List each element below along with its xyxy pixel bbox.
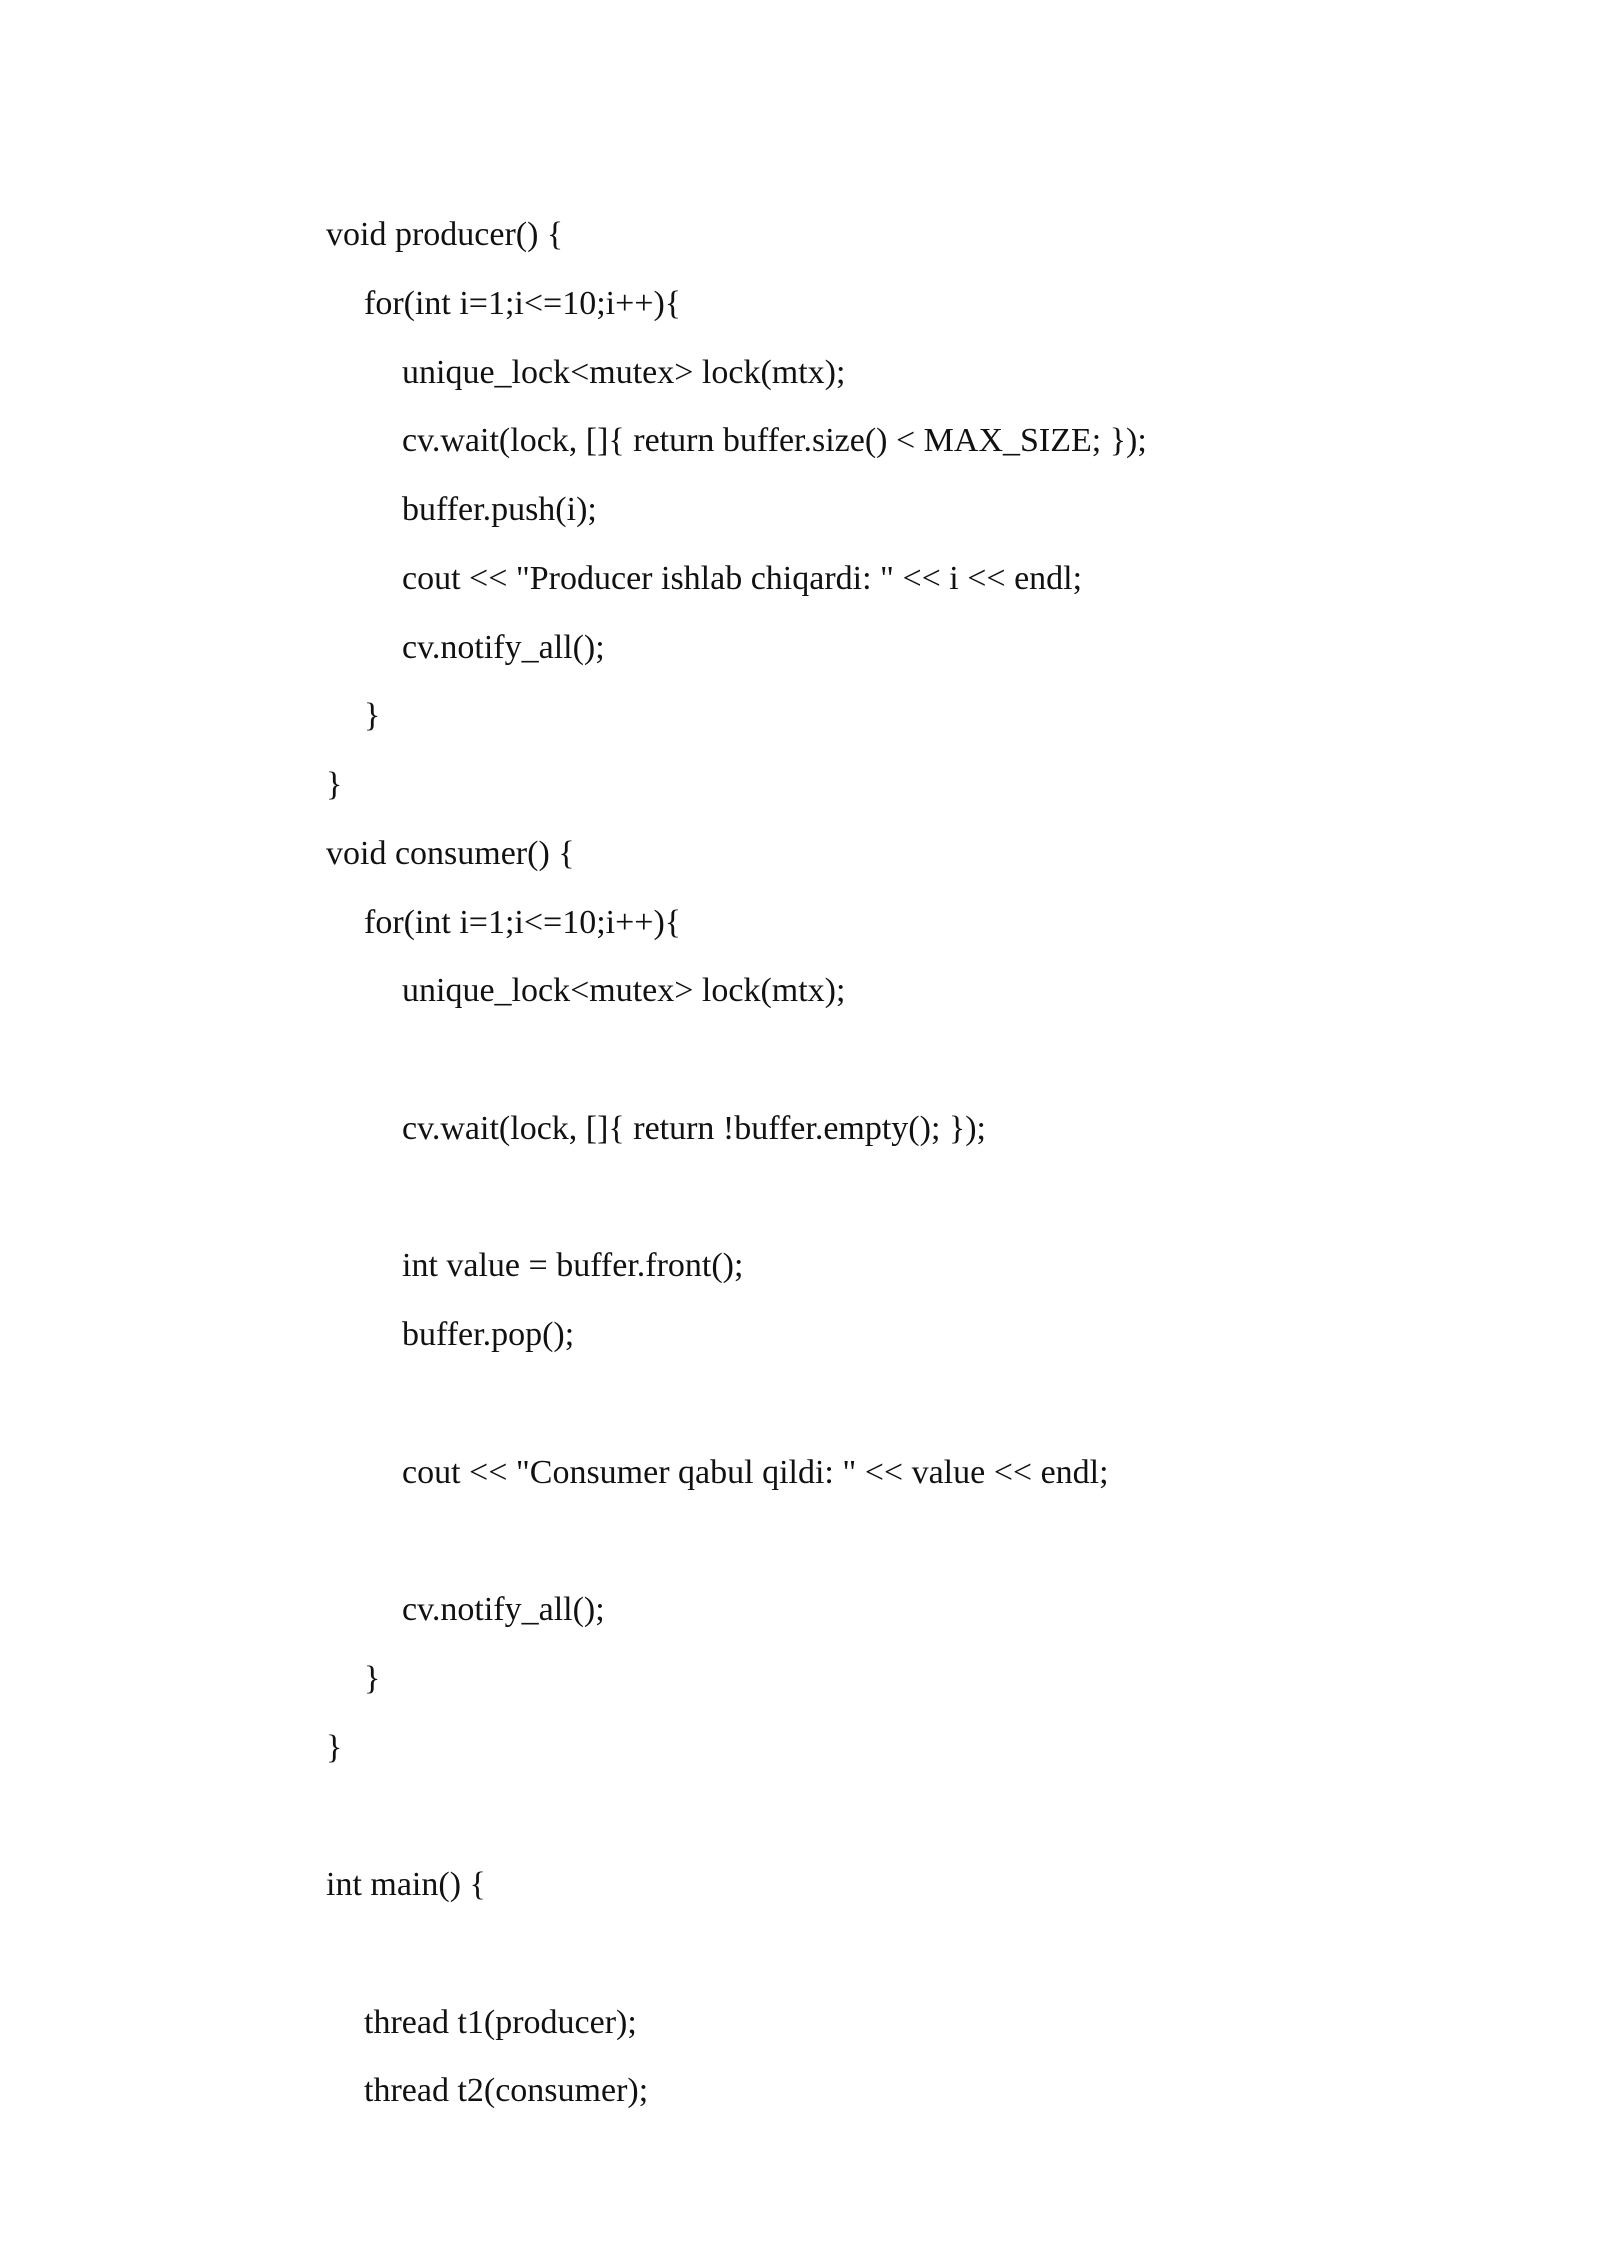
code-line: buffer.push(i);	[402, 491, 597, 528]
code-line: cout << "Producer ishlab chiqardi: " << i << endl;	[402, 560, 1083, 597]
code-line: thread t2(consumer);	[364, 2072, 649, 2109]
code-line: cv.notify_all();	[402, 629, 605, 666]
code-line: }	[326, 766, 343, 803]
code-line: int main() {	[326, 1866, 486, 1903]
code-line: buffer.pop();	[402, 1316, 575, 1353]
code-line: for(int i=1;i<=10;i++){	[364, 904, 682, 941]
code-line: void consumer() {	[326, 835, 575, 872]
code-line: cout << "Consumer qabul qildi: " << value << endl;	[402, 1454, 1109, 1491]
code-line: thread t1(producer);	[364, 2004, 637, 2041]
code-line: void producer() {	[326, 216, 564, 253]
code-line: cv.wait(lock, []{ return !buffer.empty(); });	[402, 1110, 986, 1147]
code-line: }	[364, 697, 381, 734]
code-line: unique_lock<mutex> lock(mtx);	[402, 354, 846, 391]
code-line: for(int i=1;i<=10;i++){	[364, 285, 682, 322]
code-line: int value = buffer.front();	[402, 1247, 744, 1284]
code-line: cv.notify_all();	[402, 1591, 605, 1628]
code-line: unique_lock<mutex> lock(mtx);	[402, 972, 846, 1009]
code-line: cv.wait(lock, []{ return buffer.size() < MAX_SIZE; });	[402, 422, 1147, 459]
code-line: }	[326, 1729, 343, 1766]
code-line: }	[364, 1660, 381, 1697]
